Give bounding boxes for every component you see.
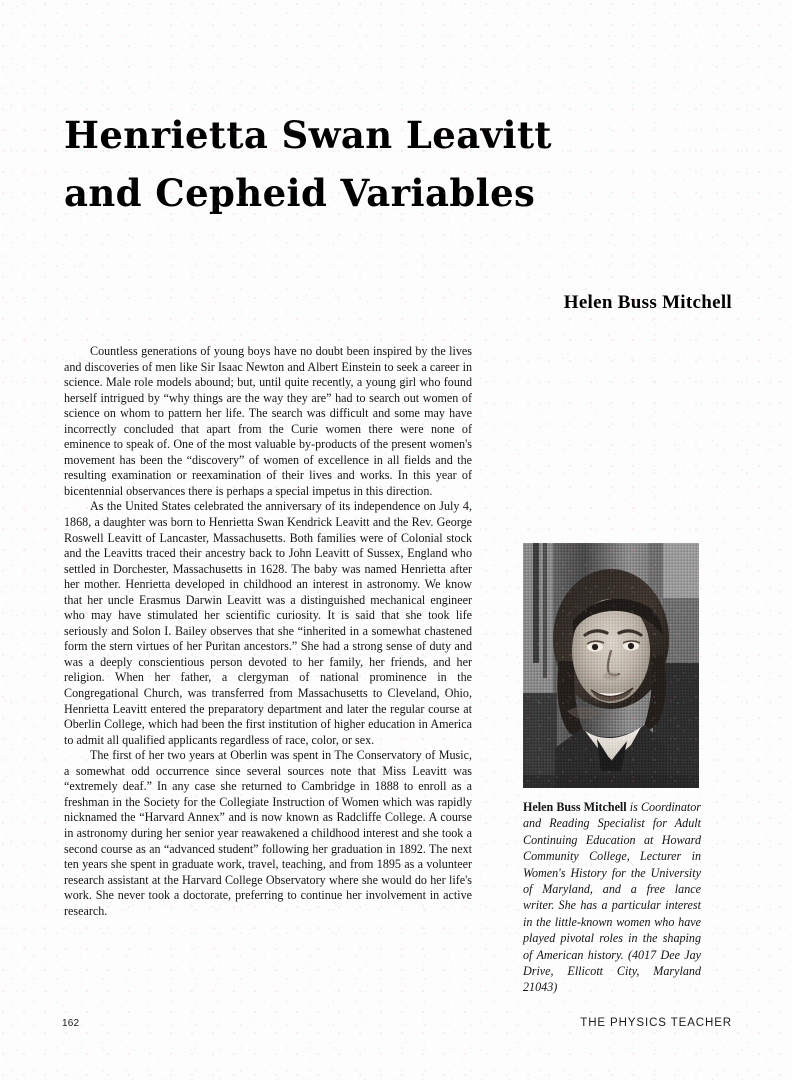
page-number: 162 — [62, 1018, 80, 1029]
body-paragraph: Countless generations of young boys have no doubt been inspired by the lives and discoveries of men like Sir Isaac Newton and Albert Einstein to seek a career in science. Male role models abound; but, until quite recently, a young girl who found herself intrigued by “why things are the way they are” had to search out women of science on whom to pattern her life. The search was difficult and some may have incorrectly concluded that apart from the Curie women there were none of eminence to speak of. One of the most valuable by-products of the present women's movement has been the “discovery” of women of excellence in all fields and the resulting examination or reexamination of their lives and works. In this year of bicentennial observances there is perhaps a special impetus in this direction. — [64, 344, 472, 498]
body-paragraph: As the United States celebrated the anniversary of its independence on July 4, 1868, a daughter was born to Henrietta Swan Kendrick Leavitt and the Rev. George Roswell Leavitt of Lancaster, Massachusetts. Both families were of Colonial stock and the Leavitts traced their ancestry back to John Leavitt of Sussex, England who settled in Dorchester, Massachusetts in 1628. The baby was named Henrietta after her mother. Henrietta developed in childhood an interest in astronomy. We know that her uncle Erasmus Darwin Leavitt was a distinguished mechanical engineer who may have stimulated her scientific curiosity. It is said that she took life seriously and Solon I. Bailey observes that she “inherited in a somewhat chastened form the stern virtues of her Puritan ancestors.” She had a strong sense of duty and was a deeply conscientious person devoted to her family, her friends, and her religion. When her father, a clergyman of national prominence in the Congregational Church, was transferred from Massachusetts to Cleveland, Ohio, Henrietta Leavitt entered the preparatory department and later the regular course at Oberlin College, which had been the first institution of higher education in America to admit all qualified applicants regardless of race, color, or sex. — [64, 499, 472, 747]
author-portrait-photo — [523, 543, 699, 788]
journal-name: THE PHYSICS TEACHER — [580, 1017, 732, 1029]
article-title-line-1: Henrietta Swan Leavitt — [64, 113, 552, 157]
page-footer — [0, 1018, 792, 1038]
author-bio-caption — [523, 799, 701, 996]
author-bio-name: Helen Buss Mitchell — [523, 800, 627, 814]
body-paragraph: The first of her two years at Oberlin was spent in The Conservatory of Music, a somewhat odd occurrence since several sources note that Miss Leavitt was “extremely deaf.” In any case she returned to Cambridge in 1888 to enroll as a freshman in the Society for the Collegiate Instruction of Women which was rapidly nicknamed the “Harvard Annex” and is now known as Radcliffe College. A course in astronomy during her senior year reawakened a childhood interest and she took a second course as an “advanced student” following her graduation in 1892. The next ten years she spent in graduate work, travel, teaching, and from 1895 as a volunteer research assistant at the Harvard College Observatory where she would do her life's work. She never took a doctorate, preferring to continue her involvement in active research. — [64, 748, 472, 918]
article-body-column — [64, 344, 472, 919]
article-title — [64, 106, 704, 222]
author-bio-text: is Coordinator and Reading Specialist for Adult Continuing Education at Howard Community College, Lecturer in Women's History for the University of Maryland, and a free lance writer. She has a particular interest in the little-known women who have played pivotal roles in the shaping of American history. (4017 Dee Jay Drive, Ellicott City, Maryland 21043) — [523, 800, 701, 995]
article-title-line-2: and Cepheid Variables — [64, 171, 536, 215]
article-byline: Helen Buss Mitchell — [563, 292, 732, 313]
